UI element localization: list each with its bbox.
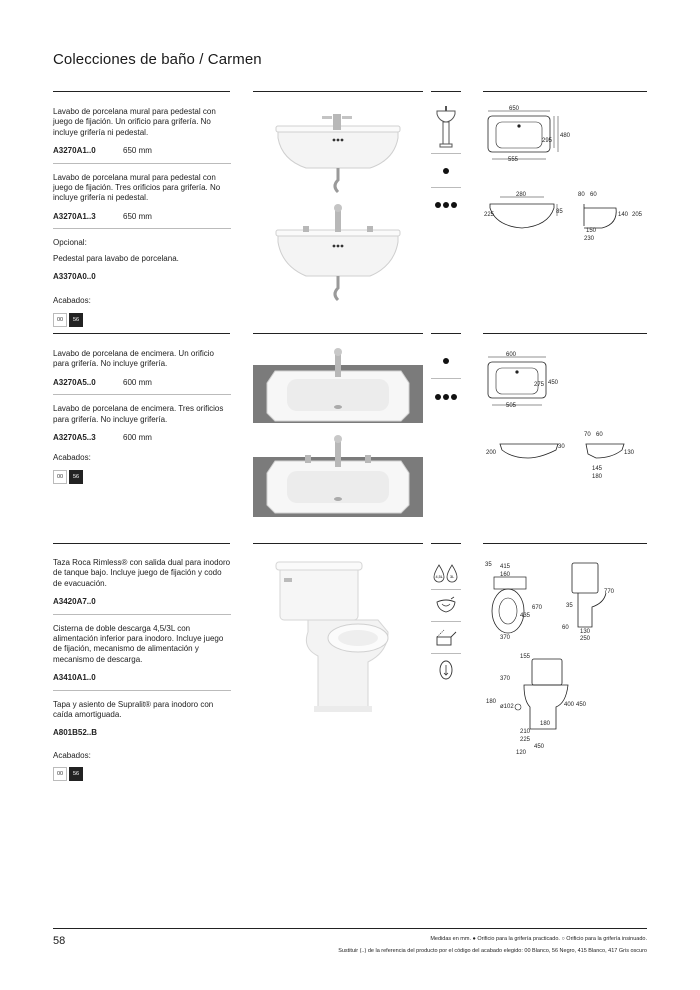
- soft-close-icon: [431, 622, 461, 654]
- svg-text:3L: 3L: [450, 574, 455, 579]
- product-code: A3270A5..3: [53, 433, 96, 443]
- section3-text: [53, 558, 231, 781]
- technical-drawing-wall-basin: [478, 104, 648, 244]
- product-code: A3370A0..0: [53, 272, 96, 282]
- svg-text:205: 205: [632, 212, 643, 218]
- svg-text:650: 650: [509, 106, 520, 112]
- finish-swatch-black: 56: [69, 470, 83, 484]
- item-description: Tapa y asiento de Supralit® para inodoro con caída amortiguada.: [53, 699, 214, 720]
- svg-text:415: 415: [500, 564, 511, 570]
- svg-text:450: 450: [534, 744, 545, 750]
- svg-text:230: 230: [584, 236, 595, 242]
- divider: [53, 690, 231, 691]
- product-size: 650 mm: [123, 146, 152, 156]
- svg-text:35: 35: [566, 603, 573, 609]
- item-description: Cisterna de doble descarga 4,5/3L con alimentación inferior para inodoro. Incluye juego de fijación, mecanismo de alimentación y mecanismo de descarga.: [53, 623, 224, 664]
- svg-text:200: 200: [486, 450, 497, 456]
- section3-icons: [431, 558, 461, 686]
- item-description: Lavabo de porcelana de encimera. Tres orificios para grifería. No incluye grifería.: [53, 404, 224, 424]
- svg-text:480: 480: [560, 133, 571, 139]
- technical-drawing-toilet: [478, 555, 650, 760]
- svg-text:450: 450: [576, 702, 587, 708]
- svg-text:160: 160: [500, 572, 511, 578]
- section1-text: [53, 107, 231, 327]
- svg-text:130: 130: [580, 629, 591, 635]
- svg-text:120: 120: [516, 750, 527, 756]
- product-photo-toilet: [268, 560, 398, 720]
- wall-outlet-icon: [431, 654, 461, 686]
- optional-label: Opcional:: [53, 238, 87, 248]
- section2-text: [53, 349, 231, 484]
- pedestal-basin-icon: [431, 100, 461, 154]
- svg-text:225: 225: [520, 737, 531, 743]
- svg-text:370: 370: [500, 635, 511, 641]
- dual-flush-icon: [431, 558, 461, 590]
- svg-text:60: 60: [596, 432, 603, 438]
- svg-text:295: 295: [542, 138, 553, 144]
- product-photo-wall-basins: [258, 100, 418, 310]
- finish-swatches: [53, 313, 231, 327]
- product-code: A3270A1..0: [53, 146, 96, 156]
- product-size: 650 mm: [123, 211, 152, 221]
- svg-text:435: 435: [520, 613, 531, 619]
- finishes-label: Acabados:: [53, 750, 91, 760]
- technical-drawing-countertop-basin: [478, 350, 648, 485]
- divider: [53, 394, 231, 395]
- section2-icons: [431, 343, 461, 415]
- three-hole-icon: [431, 379, 461, 415]
- page-number: 58: [53, 935, 66, 947]
- svg-text:85: 85: [556, 209, 563, 215]
- svg-text:670: 670: [532, 605, 543, 611]
- svg-text:130: 130: [624, 450, 635, 456]
- footer-note: Medidas en mm. ● Orificio para la grifería practicado. ○ Orificio para la grifería insinuado.: [430, 936, 647, 942]
- svg-text:210: 210: [520, 729, 531, 735]
- svg-text:600: 600: [506, 352, 517, 358]
- svg-text:30: 30: [558, 444, 565, 450]
- svg-text:505: 505: [506, 403, 517, 409]
- svg-text:35: 35: [485, 562, 492, 568]
- svg-text:60: 60: [590, 192, 597, 198]
- divider: [53, 163, 231, 164]
- svg-text:80: 80: [578, 192, 585, 198]
- product-code: A3420A7..0: [53, 597, 96, 607]
- svg-text:370: 370: [500, 676, 511, 682]
- single-hole-icon: [431, 154, 461, 188]
- finishes-label: Acabados:: [53, 453, 91, 463]
- svg-text:140: 140: [618, 212, 629, 218]
- svg-text:400: 400: [564, 702, 575, 708]
- finish-swatch-white: 00: [53, 767, 67, 781]
- three-hole-icon: [431, 188, 461, 222]
- finish-swatch-white: 00: [53, 470, 67, 484]
- item-description: Lavabo de porcelana de encimera. Un orificio para grifería. No incluye grifería.: [53, 349, 214, 369]
- divider: [53, 614, 231, 615]
- item-description: Lavabo de porcelana mural para pedestal con juego de fijación. Un orificio para grifería. No incluye grifería ni pedestal.: [53, 107, 216, 137]
- item-description: Taza Roca Rimless® con salida dual para inodoro de tanque bajo. Incluye juego de fijación y codo de evacuación.: [53, 558, 231, 588]
- finish-swatches: [53, 767, 231, 781]
- svg-text:555: 555: [508, 157, 519, 163]
- svg-text:145: 145: [592, 466, 603, 472]
- svg-text:70: 70: [584, 432, 591, 438]
- product-size: 600 mm: [123, 377, 152, 387]
- svg-text:275: 275: [534, 382, 545, 388]
- product-code: A3270A5..0: [53, 377, 96, 387]
- page-title: Colecciones de baño / Carmen: [53, 51, 262, 68]
- svg-text:225: 225: [484, 212, 495, 218]
- svg-text:150: 150: [586, 228, 597, 234]
- item-description: Pedestal para lavabo de porcelana.: [53, 253, 179, 263]
- svg-text:250: 250: [580, 636, 591, 642]
- rimless-icon: [431, 590, 461, 622]
- product-photo-countertop-basins: [253, 343, 423, 523]
- product-code: A3270A1..3: [53, 211, 96, 221]
- divider: [53, 228, 231, 229]
- svg-text:180: 180: [540, 721, 551, 727]
- svg-text:450: 450: [548, 380, 559, 386]
- finishes-label: Acabados:: [53, 296, 91, 306]
- item-description: Lavabo de porcelana mural para pedestal con juego de fijación. Tres orificios para grifería. No incluye grifería ni pedestal.: [53, 172, 221, 203]
- footer-note: Sustituir (..) de la referencia del producto por el código del acabado elegido: 00 Blanco, 56 Negro, 415 Blanco, 417 Gris oscuro: [338, 948, 647, 954]
- svg-text:4,5L: 4,5L: [435, 574, 443, 579]
- svg-text:280: 280: [516, 192, 527, 198]
- finish-swatch-black: 56: [69, 313, 83, 327]
- svg-text:180: 180: [486, 699, 497, 705]
- product-code: A801B52..B: [53, 728, 98, 738]
- svg-text:180: 180: [592, 474, 603, 480]
- svg-text:60: 60: [562, 625, 569, 631]
- product-code: A3410A1..0: [53, 673, 96, 683]
- svg-text:ø102: ø102: [500, 704, 514, 710]
- product-size: 600 mm: [123, 433, 152, 443]
- finish-swatches: [53, 470, 231, 484]
- single-hole-icon: [431, 343, 461, 379]
- section1-icons: [431, 100, 461, 222]
- svg-text:155: 155: [520, 654, 531, 660]
- finish-swatch-black: 56: [69, 767, 83, 781]
- finish-swatch-white: 00: [53, 313, 67, 327]
- svg-text:770: 770: [604, 589, 615, 595]
